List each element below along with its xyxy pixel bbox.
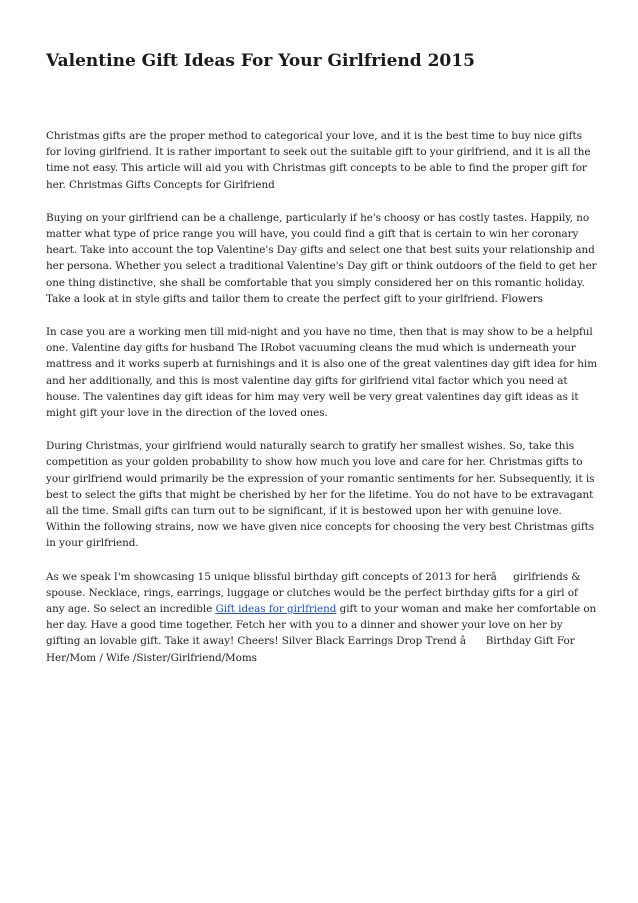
page-title: Valentine Gift Ideas For Your Girlfriend 2015 — [46, 51, 475, 71]
paragraph-5 — [46, 569, 599, 666]
paragraph-5-text-start: As we speak I'm showcasing 15 unique blissful birthday gift concepts of 2013 for herâgirlfriends & spouse. Necklace, rings, earrings, luggage or clutches would be the perfect birthday gifts for a girl of any age. So select an incredible — [46, 570, 581, 616]
paragraph-3: In case you are a working men till mid-night and you have no time, then that is may show to be a helpful one. Valentine day gifts for husband The IRobot vacuuming cleans the mud which is underneath your mattress and it works superb at furnishings and it is also one of the great valentines day gift idea for him and her additionally, and this is most valentine day gifts for girlfriend vital factor which you need at house. The valentines day gift ideas for him may very well be very great valentines day gift ideas as it might gift your love in the direction of the loved ones. — [46, 326, 597, 420]
article-body — [46, 128, 599, 683]
gift-ideas-link[interactable]: Gift ideas for girlfriend — [215, 603, 337, 616]
paragraph-4: During Christmas, your girlfriend would naturally search to gratify her smallest wishes. So, take this competition as your golden probability to show how much you love and care for her. Christmas gifts to your girlfriend would primarily be the expression of your romantic sentiments for her. Subsequently, it is best to select the gifts that might be cherished by her for the lifetime. You do not have to be extravagant all the time. Small gifts can turn out to be significant, if it is bestowed upon her with genuine love. Within the following strains, now we have given nice concepts for choosing the very best Christmas gifts in your girlfriend. — [46, 440, 595, 550]
paragraph-5-text-end: gift to your woman and make her comfortable on her day. Have a good time together. Fetch her with you to a dinner and shower your love on her by gifting an lovable gift. Take it away! Cheers! Silver Black Earrings Drop Trend â Birthday Gift For Her/Mom / Wife /Sister/Girlfriend/Moms — [46, 603, 597, 664]
paragraph-2: Buying on your girlfriend can be a challenge, particularly if he's choosy or has costly tastes. Happily, no matter what type of price range you will have, you could find a gift that is certain to win her coronary heart. Take into account the top Valentine's Day gifts and select one that best suits your relationship and her persona. Whether you select a traditional Valentine's Day gift or think outdoors of the field to get her one thing distinctive, she shall be comfortable that you simply considered her on this romantic holiday. Take a look at in style gifts and tailor them to create the perfect gift to your girlfriend. Flowers — [46, 211, 597, 305]
paragraph-1: Christmas gifts are the proper method to categorical your love, and it is the best time to buy nice gifts for loving girlfriend. It is rather important to seek out the suitable gift to your girlfriend, and it is all the time not easy. This article will aid you with Christmas gift concepts to be able to find the proper gift for her. Christmas Gifts Concepts for Girlfriend — [46, 130, 591, 191]
